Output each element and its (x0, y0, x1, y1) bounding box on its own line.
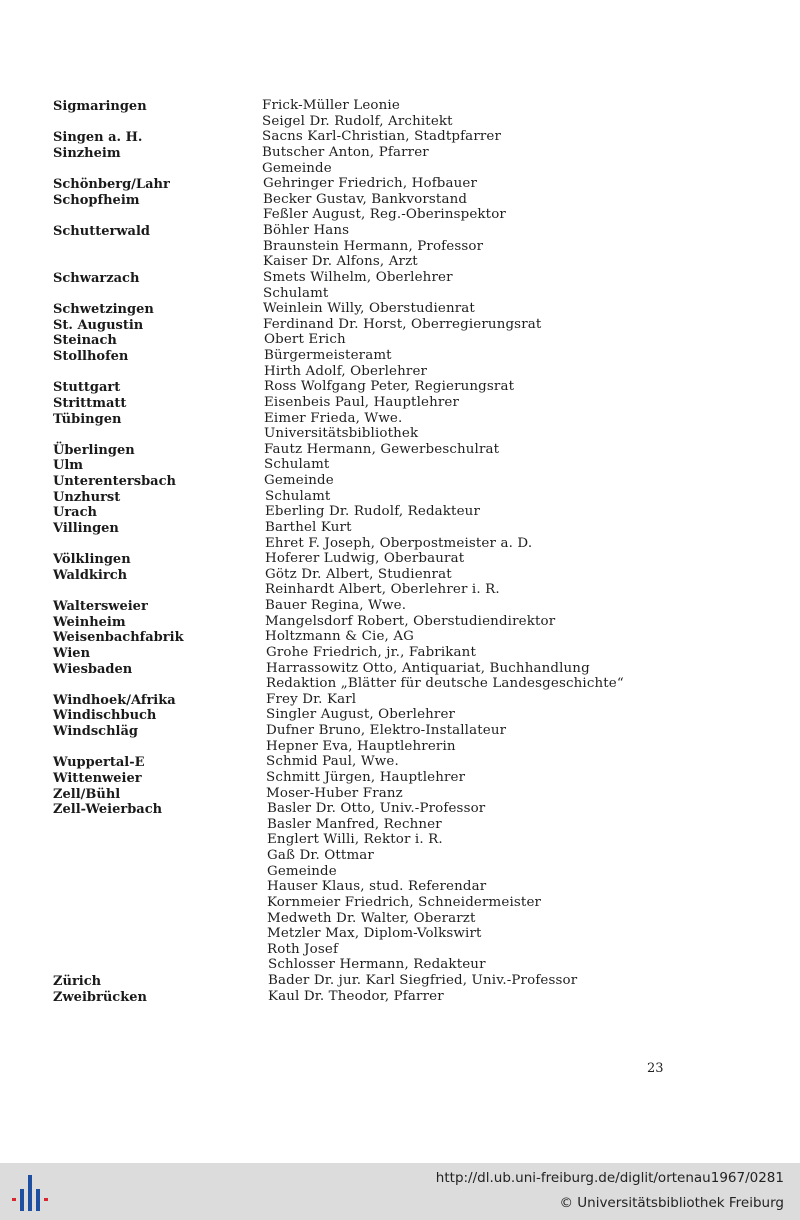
registry-row (53, 911, 753, 927)
registry-row (53, 129, 753, 145)
registry-row (53, 98, 753, 114)
registry-row (53, 817, 753, 833)
place-name: Schopfheim (53, 192, 140, 208)
member-entry: Moser-Huber Franz (266, 785, 403, 801)
member-entry: Barthel Kurt (265, 519, 352, 535)
place-name: Schönberg/Lahr (53, 177, 170, 193)
member-entry: Universitätsbibliothek (264, 426, 419, 442)
member-entry: Gemeinde (267, 863, 337, 879)
member-entry: Redaktion „Blätter für deutsche Landesgeschichte“ (266, 676, 624, 692)
registry-row (53, 957, 753, 973)
member-entry: Englert Willi, Rektor i. R. (267, 832, 443, 848)
registry-row (53, 223, 753, 239)
member-entry: Hoferer Ludwig, Oberbaurat (265, 551, 465, 567)
member-entry: Gemeinde (264, 473, 334, 488)
registry-row (53, 145, 753, 161)
registry-row (53, 520, 753, 536)
member-entry: Böhler Hans (263, 223, 350, 238)
ub-freiburg-logo-icon (10, 1172, 50, 1212)
registry-row (53, 270, 753, 286)
registry-row (53, 348, 753, 364)
place-name: Sigmaringen (53, 99, 147, 114)
place-name: Singen a. H. (53, 130, 143, 146)
registry-row (53, 801, 753, 817)
place-name: Steinach (53, 333, 117, 349)
member-entry: Roth Josef (267, 941, 339, 957)
member-entry: Harrassowitz Otto, Antiquariat, Buchhandlung (266, 660, 590, 676)
registry-row (53, 629, 753, 645)
member-entry: Gemeinde (262, 160, 332, 176)
member-entry: Bürgermeisteramt (264, 348, 392, 363)
member-entry: Basler Manfred, Rechner (267, 816, 442, 832)
place-name: Wuppertal-E (53, 755, 145, 771)
registry-row (53, 754, 753, 770)
registry-row (53, 582, 753, 598)
place-name: Weisenbachfabrik (53, 630, 184, 646)
registry-row (53, 989, 753, 1005)
member-entry: Frick-Müller Leonie (262, 98, 400, 113)
registry-row (53, 239, 753, 255)
member-entry: Weinlein Willy, Oberstudienrat (263, 301, 475, 317)
member-entry: Feßler August, Reg.-Oberinspektor (263, 207, 506, 223)
place-name: Urach (53, 505, 97, 521)
registry-row (53, 786, 753, 802)
registry-row (53, 676, 753, 692)
registry-row (53, 489, 753, 505)
registry-row (53, 942, 753, 958)
member-entry: Bader Dr. jur. Karl Siegfried, Univ.-Professor (268, 973, 578, 988)
registry-row (53, 332, 753, 348)
place-name: Zürich (53, 974, 102, 989)
place-name: Windschläg (53, 724, 138, 739)
place-name: Ulm (53, 458, 84, 474)
place-name: Stollhofen (53, 349, 129, 364)
registry-row (53, 879, 753, 895)
member-entry: Eimer Frieda, Wwe. (264, 410, 403, 426)
registry-row (53, 739, 753, 755)
place-name: Strittmatt (53, 395, 127, 411)
place-name: Windischbuch (53, 708, 157, 724)
member-entry: Becker Gustav, Bankvorstand (263, 191, 468, 207)
registry-row (53, 473, 753, 489)
registry-row (53, 442, 753, 458)
registry-row (53, 254, 753, 270)
registry-row (53, 973, 753, 989)
member-entry: Schulamt (265, 488, 331, 504)
registry-row (53, 192, 753, 208)
member-entry: Singler August, Oberlehrer (266, 707, 456, 723)
registry-row (53, 848, 753, 864)
place-name: Zweibrücken (53, 989, 147, 1005)
place-name: Unzhurst (53, 489, 121, 505)
member-entry: Schulamt (264, 457, 330, 473)
member-entry: Eberling Dr. Rudolf, Redakteur (265, 504, 480, 520)
member-entry: Kornmeier Friedrich, Schneidermeister (267, 894, 542, 910)
registry-row (53, 504, 753, 520)
place-name: Zell/Bühl (53, 786, 121, 802)
member-entry: Götz Dr. Albert, Studienrat (265, 566, 452, 582)
registry-row (53, 551, 753, 567)
member-entry: Obert Erich (264, 332, 346, 348)
member-entry: Sacns Karl-Christian, Stadtpfarrer (262, 129, 502, 145)
place-name: Waldkirch (53, 567, 128, 583)
registry-row (53, 707, 753, 723)
registry-row (53, 379, 753, 395)
place-name: Überlingen (53, 442, 135, 458)
member-entry: Schlosser Hermann, Redakteur (268, 957, 486, 973)
member-entry: Holtzmann & Cie, AG (265, 629, 415, 645)
place-name: Wiesbaden (53, 661, 133, 677)
member-entry: Metzler Max, Diplom-Volkswirt (267, 926, 482, 942)
member-entry: Butscher Anton, Pfarrer (262, 144, 429, 160)
registry-row (53, 723, 753, 739)
registry-row (53, 364, 753, 380)
member-entry: Basler Dr. Otto, Univ.-Professor (267, 801, 486, 817)
place-name: Villingen (53, 520, 119, 536)
registry-row (53, 895, 753, 911)
member-entry: Gaß Dr. Ottmar (267, 848, 374, 863)
registry-row (53, 614, 753, 630)
member-entry: Frey Dr. Karl (266, 691, 357, 707)
place-name: St. Augustin (53, 317, 144, 333)
registry-row (53, 692, 753, 708)
registry-row (53, 411, 753, 427)
member-entry: Smets Wilhelm, Oberlehrer (263, 269, 453, 285)
member-entry: Reinhardt Albert, Oberlehrer i. R. (265, 582, 500, 598)
member-entry: Schulamt (263, 285, 329, 301)
registry-row (53, 395, 753, 411)
member-entry: Kaul Dr. Theodor, Pfarrer (268, 988, 444, 1004)
registry-row (53, 176, 753, 192)
registry-row (53, 317, 753, 333)
member-entry: Eisenbeis Paul, Hauptlehrer (264, 394, 460, 410)
registry-row (53, 645, 753, 661)
registry-row (53, 457, 753, 473)
member-entry: Hirth Adolf, Oberlehrer (264, 363, 428, 379)
member-entry: Braunstein Hermann, Professor (263, 238, 484, 254)
place-name: Unterentersbach (53, 474, 176, 489)
registry-row (53, 114, 753, 130)
registry-row (53, 770, 753, 786)
member-entry: Gehringer Friedrich, Hofbauer (263, 176, 478, 192)
place-name: Wittenweier (53, 770, 142, 786)
place-name: Schwetzingen (53, 302, 154, 318)
copyright-notice: © Universitätsbibliothek Freiburg (559, 1195, 784, 1211)
registry-row (53, 832, 753, 848)
place-name: Waltersweier (53, 599, 148, 614)
registry-row (53, 301, 753, 317)
place-name: Weinheim (53, 614, 126, 630)
member-entry: Dufner Bruno, Elektro-Installateur (266, 723, 507, 738)
member-entry: Grohe Friedrich, jr., Fabrikant (266, 644, 476, 660)
member-entry: Hauser Klaus, stud. Referendar (267, 879, 487, 895)
registry-row (53, 864, 753, 880)
place-name: Schwarzach (53, 270, 140, 286)
source-url-link[interactable]: http://dl.ub.uni-freiburg.de/diglit/ortenau1967/0281 (435, 1170, 784, 1186)
place-name: Schutterwald (53, 224, 150, 239)
page-number: 23 (647, 1061, 664, 1076)
registry-row (53, 926, 753, 942)
registry-row (53, 536, 753, 552)
member-entry: Mangelsdorf Robert, Oberstudiendirektor (265, 613, 556, 629)
library-footer-bar (0, 1163, 800, 1220)
member-entry: Ehret F. Joseph, Oberpostmeister a. D. (265, 535, 533, 551)
member-entry: Bauer Regina, Wwe. (265, 598, 407, 613)
place-name: Wien (53, 645, 91, 661)
member-entry: Fautz Hermann, Gewerbeschulrat (264, 441, 500, 457)
place-name: Völklingen (53, 552, 131, 568)
member-entry: Hepner Eva, Hauptlehrerin (266, 738, 456, 754)
place-name: Windhoek/Afrika (53, 692, 176, 708)
place-name: Zell-Weierbach (53, 802, 163, 818)
member-entry: Seigel Dr. Rudolf, Architekt (262, 113, 453, 129)
member-entry: Ferdinand Dr. Horst, Oberregierungsrat (263, 316, 542, 332)
registry-row (53, 598, 753, 614)
member-entry: Schmid Paul, Wwe. (266, 754, 399, 770)
registry-row (53, 567, 753, 583)
place-name: Sinzheim (53, 145, 121, 161)
registry-row (53, 161, 753, 177)
registry-row (53, 207, 753, 223)
member-entry: Kaiser Dr. Alfons, Arzt (263, 254, 418, 270)
member-entry: Schmitt Jürgen, Hauptlehrer (266, 769, 466, 785)
place-name: Stuttgart (53, 380, 121, 396)
member-entry: Ross Wolfgang Peter, Regierungsrat (264, 379, 515, 395)
place-name: Tübingen (53, 411, 122, 427)
registry-row (53, 661, 753, 677)
member-registry (53, 98, 753, 1004)
registry-row (53, 426, 753, 442)
member-entry: Medweth Dr. Walter, Oberarzt (267, 910, 476, 926)
registry-row (53, 286, 753, 302)
